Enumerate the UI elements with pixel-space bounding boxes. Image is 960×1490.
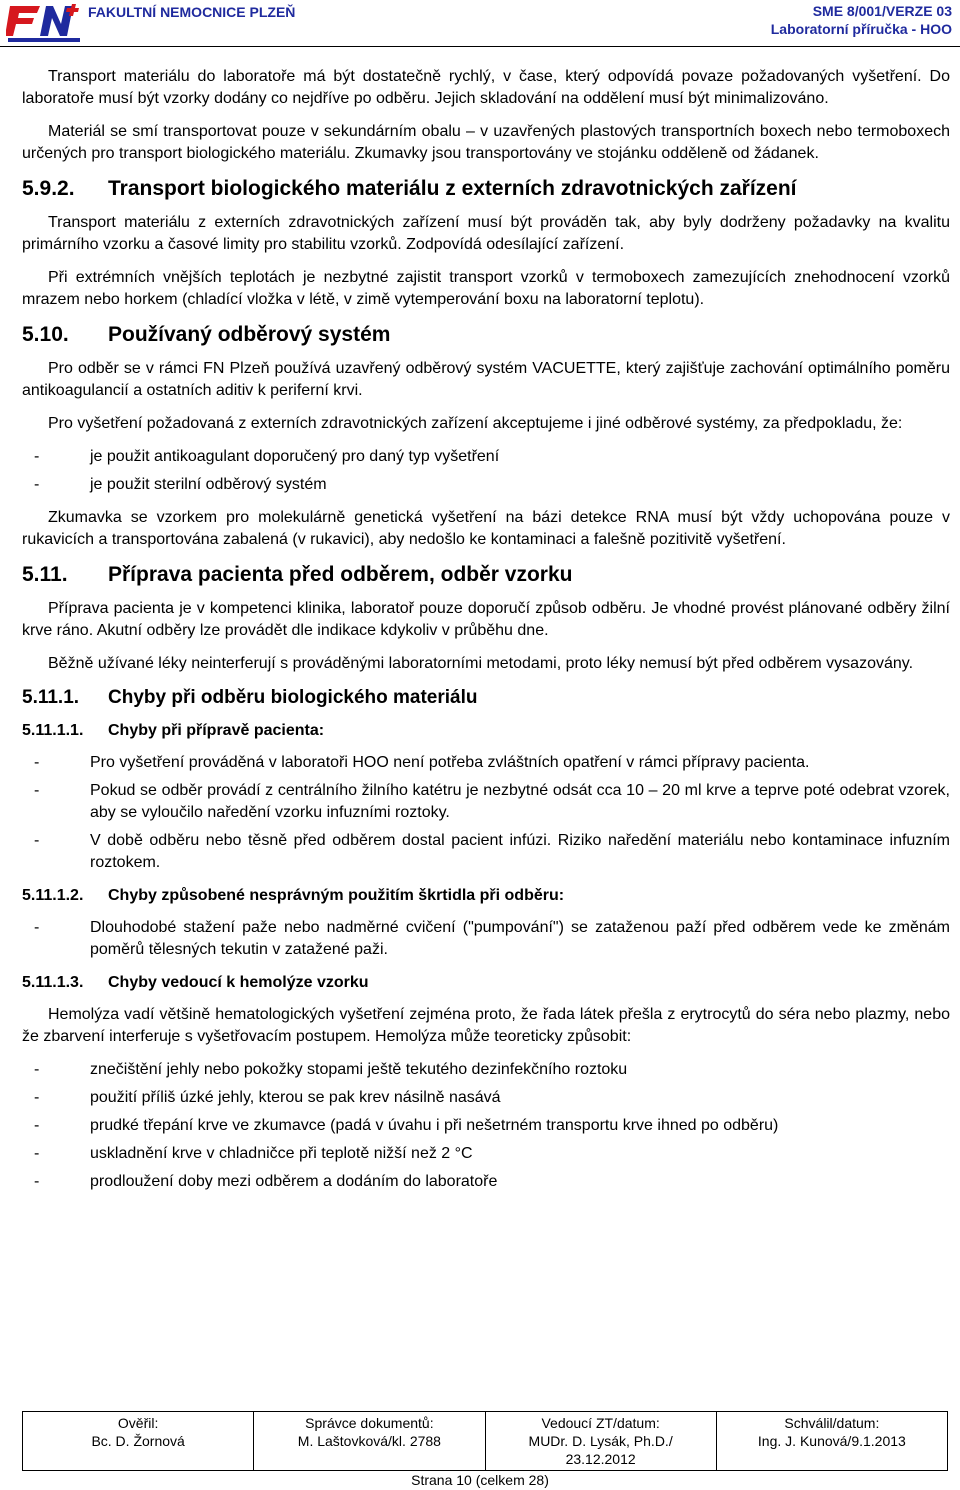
list-item: - použití příliš úzké jehly, kterou se pak krev násilně nasává [34, 1089, 501, 1106]
list-item: - Pokud se odběr provádí z centrálního žilního katétru je nezbytné odsát cca 10 – 20 ml krve a teprve poté odebrat vzorek, aby se vyloučilo naředění vzorku infuzními roztoky. [34, 782, 950, 821]
doc-manager-cell [254, 1412, 485, 1471]
page-number: Strana 10 (celkem 28) [411, 1472, 549, 1488]
section-heading-5-11 [22, 562, 950, 588]
section-number: 5.11.1.1. [22, 722, 84, 739]
verified-cell [23, 1412, 254, 1471]
list-item: - znečištění jehly nebo pokožky stopami ještě tekutého dezinfekčního roztoku [34, 1061, 628, 1078]
head-value: MUDr. D. Lysák, Ph.D./ [528, 1433, 673, 1449]
section-heading-5-11-1-2 [22, 885, 950, 907]
list-requirements [22, 446, 950, 496]
section-number: 5.10. [22, 323, 69, 346]
document-title: Laboratorní příručka - HOO [770, 21, 952, 37]
section-title: Chyby vedoucí k hemolýze vzorku [108, 974, 369, 991]
list-item: - prodloužení doby mezi odběrem a dodáním do laboratoře [34, 1173, 498, 1190]
section-number: 5.11.1.3. [22, 974, 84, 991]
page-header [0, 0, 960, 47]
section-title: Chyby při přípravě pacienta: [108, 722, 325, 739]
document-code [771, 2, 952, 38]
list-patient-preparation [22, 752, 950, 874]
paragraph: Příprava pacienta je v kompetenci klinika, laboratoř pouze doporučí způsob odběru. Je vhodné provést plánované odběry žilní krve ráno. Akutní odběry lze provádět dle indikace kdykoliv v průběhu dne. [22, 600, 950, 639]
list-item: - prudké třepání krve ve zkumavce (padá v úvahu i při nešetrném transportu krve ihned po odběru) [34, 1117, 779, 1134]
section-number: 5.11.1. [22, 687, 80, 708]
list-item: - Pro vyšetření prováděná v laboratoři HOO není potřeba zvláštních opatření v rámci přípravy pacienta. [34, 754, 810, 771]
section-heading-5-11-1 [22, 686, 950, 710]
paragraph: Zkumavka se vzorkem pro molekulárně genetická vyšetření na bázi detekce RNA musí být vždy uchopována pouze v rukavicích a transportována zabalená (v rukavici), aby nedošlo ke kontaminaci a falešně pozitivitě vyšetření. [22, 509, 950, 548]
section-title: Chyby při odběru biologického materiálu [108, 687, 478, 708]
section-title: Příprava pacienta před odběrem, odběr vzorku [108, 563, 573, 586]
doc-manager-value: M. Laštovková/kl. 2788 [297, 1433, 441, 1449]
paragraph: Transport materiálu do laboratoře má být dostatečně rychlý, v čase, který odpovídá povaze požadovaných vyšetření. Do laboratoře musí být vzorky dodány co nejdříve po odběru. Jejich skladování na oddělení musí být minimalizováno. [22, 68, 950, 107]
head-label: Vedoucí ZT/datum: [541, 1415, 660, 1431]
doc-manager-label: Správce dokumentů: [305, 1415, 434, 1431]
hospital-logo [6, 2, 84, 46]
approved-cell [716, 1412, 947, 1471]
list-item: - Dlouhodobé stažení paže nebo nadměrné cvičení ("pumpování") se zataženou paží před odběrem vede ke změnám poměrů tělesných tekutin v zatažené paži. [34, 919, 950, 958]
section-title: Chyby způsobené nesprávným použitím škrtidla při odběru: [108, 887, 565, 904]
approval-table [22, 1411, 948, 1471]
paragraph: Pro odběr se v rámci FN Plzeň používá uzavřený odběrový systém VACUETTE, který zajišťuje zachování optimálního poměru antikoagulancií a ostatních aditiv k periferní krvi. [22, 360, 950, 399]
list-tourniquet [22, 917, 950, 961]
list-item: - je použit sterilní odběrový systém [34, 476, 327, 493]
paragraph: Při extrémních vnějších teplotách je nezbytné zajistit transport vzorků v termoboxech zamezujících znehodnocení vzorků mrazem nebo horkem (chladící vložka v létě, v zimě vytemperování boxu na laboratorní teplotu). [22, 269, 950, 308]
section-heading-5-11-1-3 [22, 972, 950, 994]
head-cell [485, 1412, 716, 1471]
document-body [22, 66, 950, 1204]
list-item: - je použit antikoagulant doporučený pro daný typ vyšetření [34, 448, 500, 465]
section-title: Transport biologického materiálu z externích zdravotnických zařízení [108, 177, 797, 200]
paragraph: Materiál se smí transportovat pouze v sekundárním obalu – v uzavřených plastových transportních boxech nebo termoboxech určených pro transport biologického materiálu. Zkumavky jsou transportovány ve stojánku odděleně od žádanek. [22, 123, 950, 162]
section-heading-5-11-1-1 [22, 720, 950, 742]
paragraph: Transport materiálu z externích zdravotnických zařízení musí být prováděn tak, aby byly dodrženy požadavky na kvalitu primárního vzorku a časové limity pro stabilitu vzorků. Zodpovídá odesílající zařízení. [22, 214, 950, 253]
section-title: Používaný odběrový systém [108, 323, 391, 346]
approved-value: Ing. J. Kunová/9.1.2013 [757, 1433, 906, 1449]
paragraph: Pro vyšetření požadovaná z externích zdravotnických zařízení akceptujeme i jiné odběrové systémy, za předpokladu, že: [48, 415, 903, 432]
list-item: - V době odběru nebo těsně před odběrem dostal pacient infúzi. Riziko naředění materiálu nebo kontaminace infuzním roztokem. [34, 832, 950, 871]
approved-label: Schválil/datum: [784, 1415, 880, 1431]
verified-label: Ověřil: [117, 1415, 159, 1431]
list-hemolysis-causes [22, 1059, 950, 1193]
document-number: SME 8/001/VERZE 03 [812, 3, 952, 19]
hospital-name: FAKULTNÍ NEMOCNICE PLZEŇ [88, 4, 296, 20]
section-heading-5-9-2 [22, 176, 950, 202]
verified-value: Bc. D. Žornová [91, 1433, 185, 1449]
head-date: 23.12.2012 [565, 1451, 636, 1467]
section-number: 5.11.1.2. [22, 887, 84, 904]
list-item: - uskladnění krve v chladničce při teplotě nižší než 2 °C [34, 1145, 473, 1162]
section-number: 5.11. [22, 563, 68, 586]
section-heading-5-10 [22, 322, 950, 348]
paragraph: Hemolýza vadí většině hematologických vyšetření zejména proto, že řada látek přešla z erytrocytů do séra nebo plazmy, nebo že zbarvení interferuje s vyšetřovacím postupem. Hemolýza může teoreticky způsobit: [22, 1006, 950, 1045]
section-number: 5.9.2. [22, 177, 75, 200]
paragraph: Běžně užívané léky neinterferují s prováděnými laboratorními metodami, proto léky nemusí být před odběrem vysazovány. [48, 655, 914, 672]
